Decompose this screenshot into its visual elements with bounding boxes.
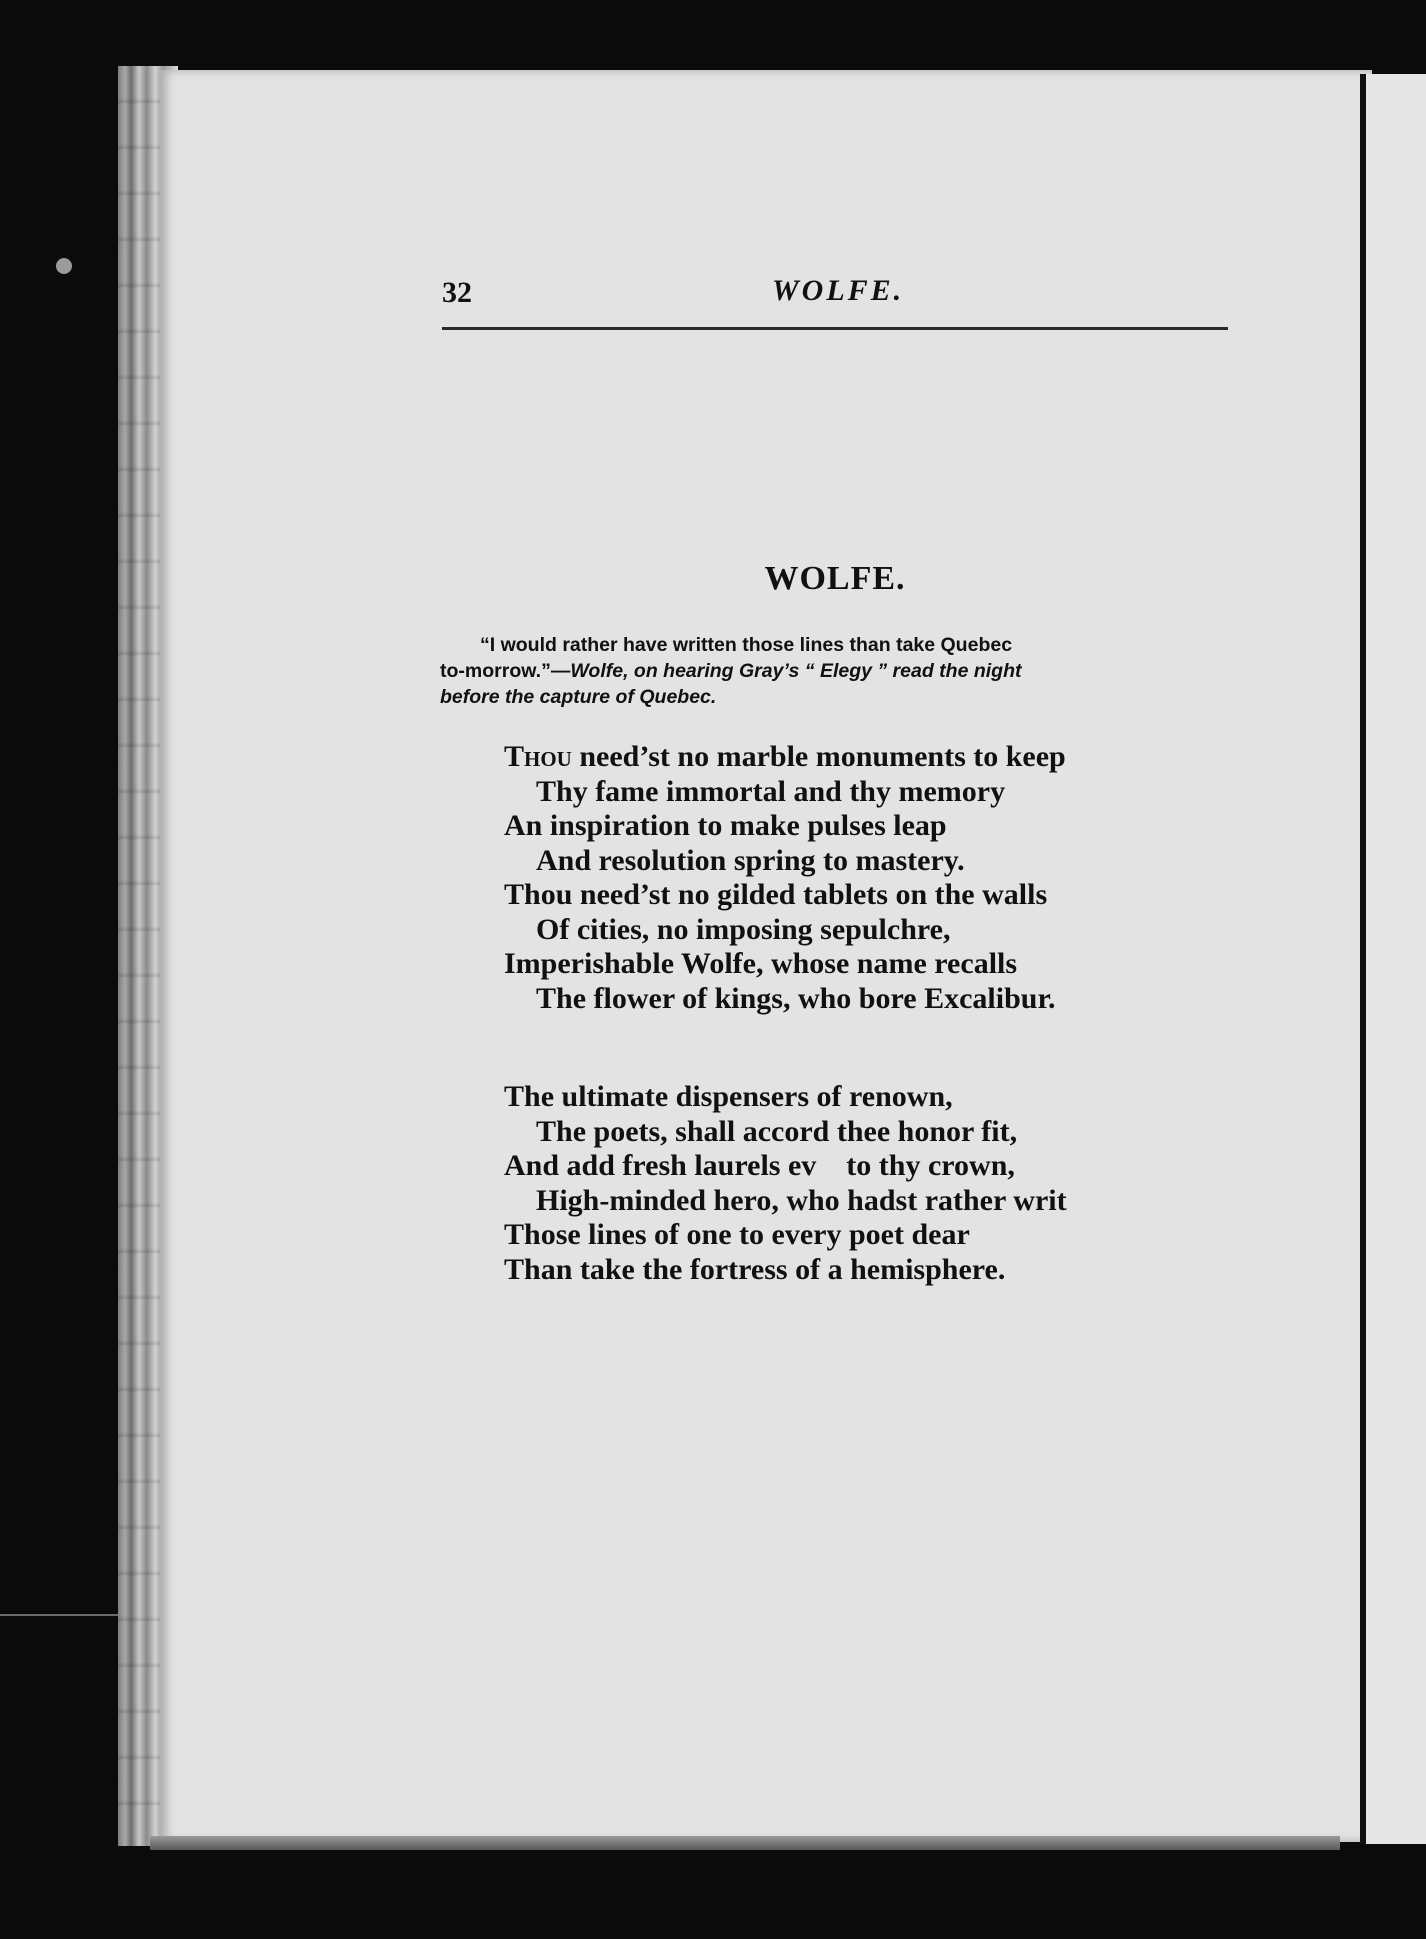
binding-mark — [56, 258, 72, 274]
poem-line: And resolution spring to mastery. — [536, 843, 965, 877]
page-bottom-edge — [150, 1836, 1340, 1850]
poem-line — [504, 740, 1066, 775]
poem-line: Thou need’st no gilded tablets on the walls — [504, 878, 1048, 911]
poem-line: Imperishable Wolfe, whose name recalls — [504, 947, 1018, 980]
poem-title: WOLFE. — [764, 560, 906, 597]
page-number: 32 — [442, 276, 472, 309]
poem-line: High-minded hero, who hadst rather writ — [536, 1183, 1067, 1217]
running-title: WOLFE. — [772, 274, 905, 307]
epigraph-quote-end: to-morrow.”— — [440, 660, 571, 682]
initial-word: Thou — [504, 740, 572, 773]
epigraph — [440, 632, 1228, 710]
header-rule — [442, 327, 1228, 330]
poem-line-text: need’st no marble monuments to keep — [571, 740, 1066, 773]
epigraph-attribution: before the capture of Quebec. — [440, 686, 717, 708]
facing-page-edge — [1360, 74, 1426, 1844]
epigraph-line: “I would rather have written those lines than take Quebec — [480, 634, 1013, 656]
poem-line: The ultimate dispensers of renown, — [504, 1080, 953, 1113]
stanza-1 — [504, 740, 1066, 1016]
running-head — [442, 272, 1226, 326]
poem-line: And add fresh laurels ev to thy crown, — [504, 1149, 1015, 1182]
poem-line: The flower of kings, who bore Excalibur. — [536, 981, 1056, 1015]
poem-line: Of cities, no imposing sepulchre, — [536, 912, 951, 946]
epigraph-attribution: Wolfe, on hearing Gray’s “ Elegy ” read the night — [570, 660, 1022, 682]
epigraph-line — [440, 658, 1228, 684]
poem-line: Thy fame immortal and thy memory — [536, 774, 1006, 808]
poem-line: Than take the fortress of a hemisphere. — [504, 1252, 1006, 1286]
stanza-2 — [504, 1080, 1067, 1287]
poem-line: An inspiration to make pulses leap — [504, 809, 947, 842]
poem-line: The poets, shall accord thee honor fit, — [536, 1114, 1018, 1148]
poem-line: Those lines of one to every poet dear — [504, 1218, 970, 1251]
